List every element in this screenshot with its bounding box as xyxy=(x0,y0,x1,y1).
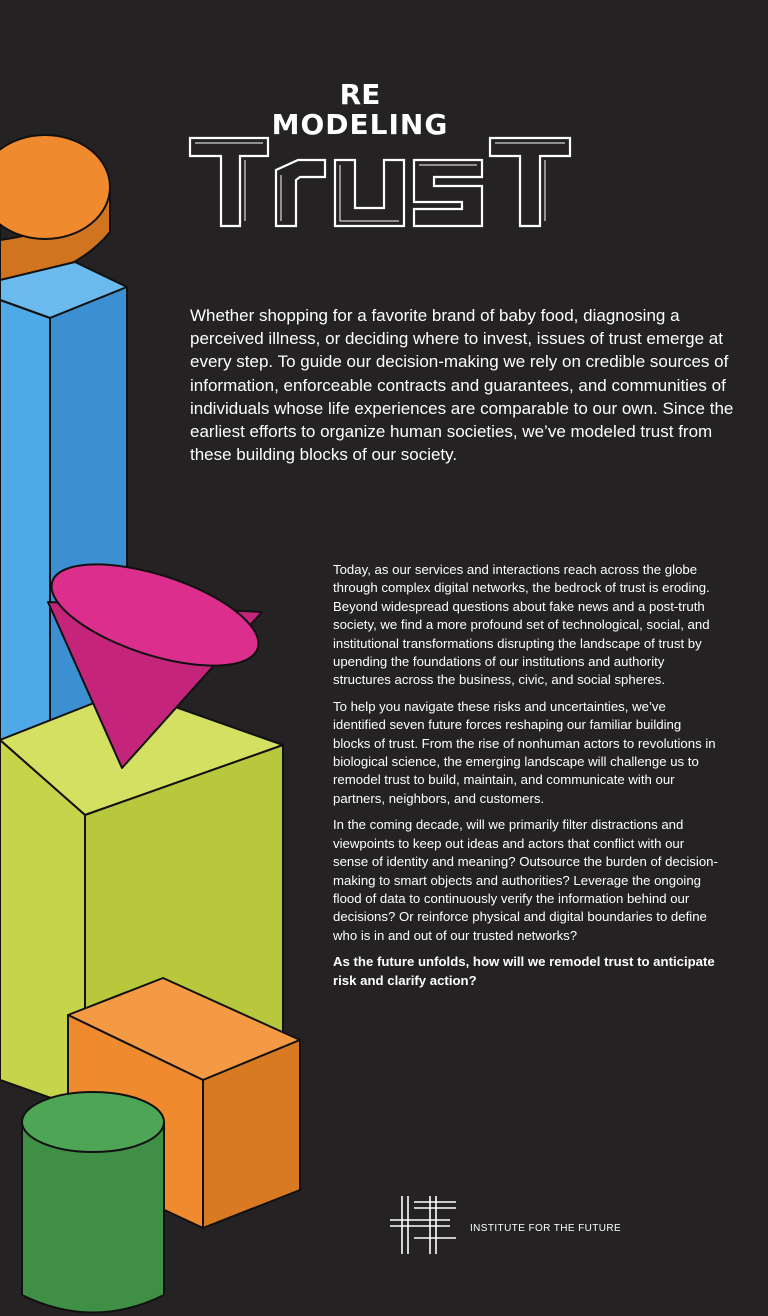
iftf-logo-icon xyxy=(390,1196,465,1256)
intro-paragraph: Whether shopping for a favorite brand of baby food, diagnosing a perceived illness, or deciding where to invest, issues of trust emerge at every step. To guide our decision-making we rely on credible sources of information, enforceable contracts and guarantees, and communities of individuals whose life experiences are comparable to our own. Since the earliest efforts to organize human societies, we’ve modeled trust from these building blocks of our society. xyxy=(190,306,734,465)
body-paragraph-1: Today, as our services and interactions reach across the globe through complex digital networks, the bedrock of trust is eroding. Beyond widespread questions about fake news and a post-truth society, we find a more profound set of technological, social, and institutional transformations disrupting the landscape of trust by upending the foundations of our institutions and authority structures across the business, civic, and social spheres. xyxy=(333,562,710,688)
green-cylinder-shape xyxy=(22,1092,164,1313)
body-column xyxy=(333,561,718,998)
closing-question: As the future unfolds, how will we remodel trust to anticipate risk and clarify action? xyxy=(333,954,715,988)
trust-title-icon xyxy=(190,138,570,226)
body-paragraph-3: In the coming decade, will we primarily filter distractions and viewpoints to keep out ideas and actors that conflict with our sense of identity and meaning? Outsource the burden of decision-making to smart objects and authorities? Leverage the ongoing flood of data to continuously verify the information behind our decisions? Or reinforce physical and digital boundaries to define who is in and out of our trusted networks? xyxy=(333,817,718,943)
body-paragraph-2: To help you navigate these risks and uncertainties, we’ve identified seven future forces reshaping our familiar building blocks of trust. From the rise of nonhuman actors to revolutions in biological science, the emerging landscape will challenge us to remodel trust to build, maintain, and communicate with our partners, neighbors, and customers. xyxy=(333,698,716,806)
heading-line-re: RE xyxy=(339,78,381,111)
heading-line-modeling: MODELING xyxy=(271,108,449,141)
organization-name: INSTITUTE FOR THE FUTURE xyxy=(470,1223,622,1234)
orange-cylinder-shape xyxy=(0,135,110,285)
